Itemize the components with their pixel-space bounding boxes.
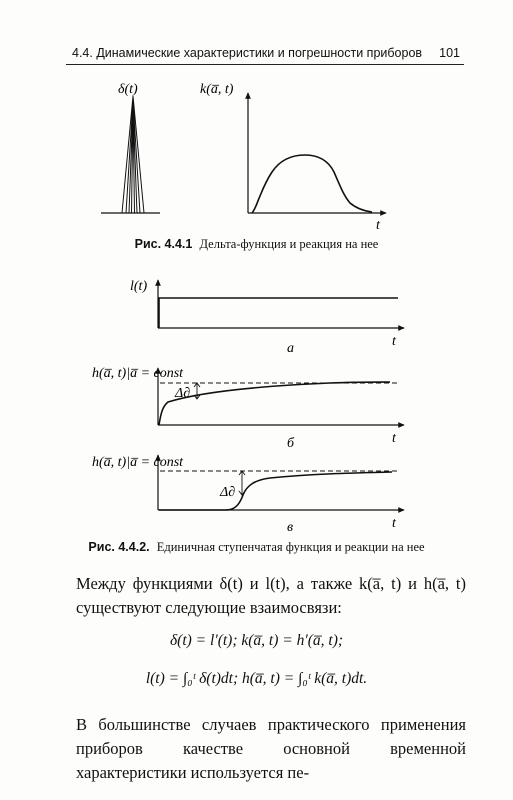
k-axis-t: t [376,218,380,233]
a-axis-t: t [392,334,396,349]
step-function-plot [130,279,404,356]
delta-function-plot [101,82,160,213]
formula-integrals: l(t) = ∫₀ᵗ δ(t)dt; h(a̅, t) = ∫₀ᵗ k(a̅, t)dt. [145,670,368,687]
figure2-caption-text: Единичная ступенчатая функция и реакции на нее [156,540,425,554]
b-delta-label: Δ∂ [175,386,191,401]
figure1-caption-number: Рис. 4.4.1 [134,237,193,251]
paragraph-practical: В большинстве случаев практического применения приборов качестве основной временной характеристики используется пе- [76,715,466,782]
b-axis-t: t [392,431,396,446]
impulse-response-plot [200,82,386,233]
paragraph-relations: Между функциями δ(t) и l(t), а также k(a̅, t) и h(a̅, t) существуют следующие взаимосвязи: [76,574,466,617]
b-ylabel: h(a̅, t)|a̅ = const [92,366,184,381]
figure2-caption-number: Рис. 4.4.2. [88,540,150,554]
figure2-caption [0,540,513,555]
c-ylabel: h(a̅, t)|a̅ = const [92,455,184,470]
b-letter: б [287,436,295,451]
k-label: k(a̅, t) [200,82,234,97]
delta-label: δ(t) [118,82,138,97]
b-response-curve [159,382,390,425]
delta-spike [122,96,144,213]
figure1-caption [0,237,513,252]
c-axis-t: t [392,516,396,531]
step-function-line [159,298,398,328]
header-title: 4.4. Динамические характеристики и погрешности приборов [72,46,423,60]
step-response-plot-c [92,455,404,535]
c-delta-label: Δ∂ [220,485,236,500]
formula-derivatives: δ(t) = l′(t); k(a̅, t) = h′(a̅, t); [169,632,344,649]
c-letter: в [287,520,294,535]
impulse-response-curve [252,155,372,213]
a-letter: а [287,341,294,356]
step-response-plot-b [92,366,404,451]
c-response-curve [159,472,392,510]
figure1-caption-text: Дельта-функция и реакция на нее [199,237,379,251]
a-ylabel: l(t) [130,279,148,294]
page-number: 101 [439,46,460,60]
